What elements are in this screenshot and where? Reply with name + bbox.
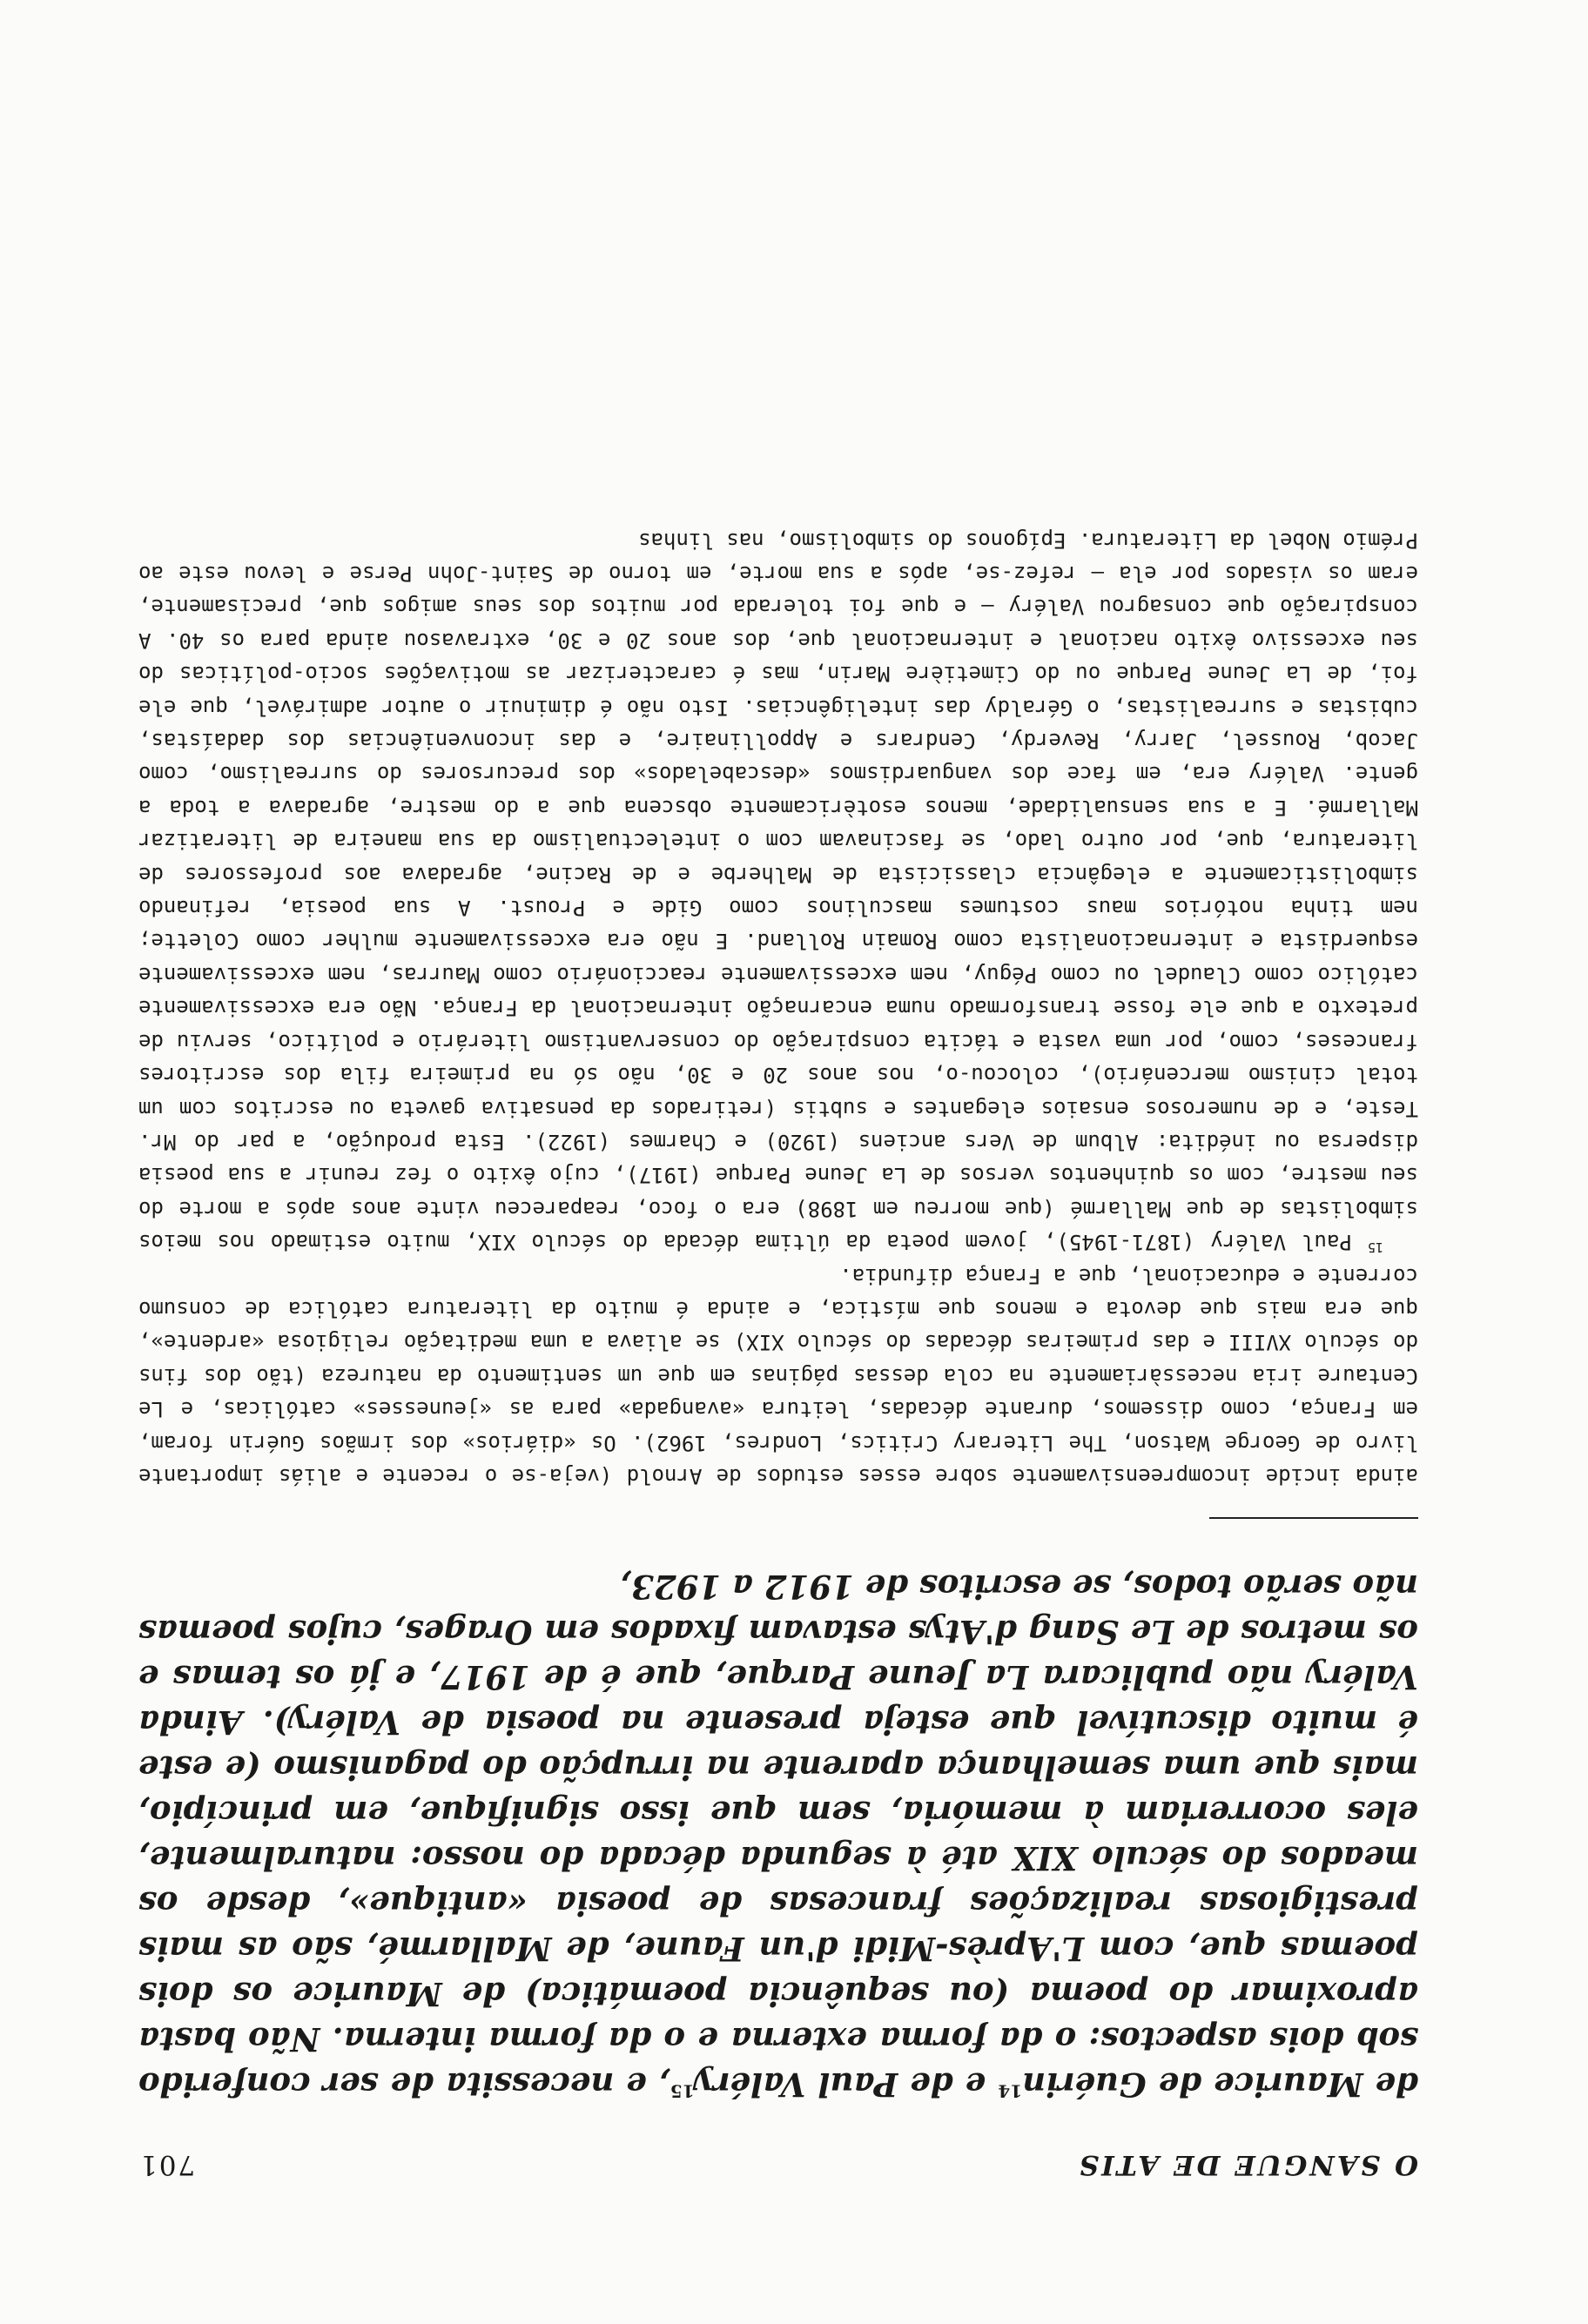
footnote-ref-14: 14 — [998, 2080, 1023, 2102]
footnote-15 — [138, 523, 1418, 1259]
main-text-part-3: , e necessita de ser conferido sob dois aspectos: o da forma externa e o da forma interna. Não basta aproximar do poema (ou sequência poemática) de Maurice os dois poemas que, com L'Après-Midi d'un Faune, de Mallarmé, são as mais prestigiosas realizações francesas de poesia «antique», desde os meados do século XIX até à segunda década do nosso: naturalmente, eles ocorreriam à memória, sem que isso signifique, em princípio, mais que uma semelhança aparente na irrupção do paganismo (e este é muito discutível que esteja presente na poesia de Valéry). Ainda Valéry não publicara La Jeune Parque, que é de 1917, e já os temas e os metros de Le Sang d'Atys estavam fixados em Orages, cujos poemas não serão todos, se escritos de 1912 a 1923, — [138, 1568, 1418, 2104]
page-body — [138, 523, 1418, 2180]
page-header — [138, 2149, 1418, 2180]
footnote-ref-15: 15 — [670, 2080, 695, 2102]
footnote-15-mark: 15 — [1367, 1239, 1383, 1256]
footnotes-block — [138, 523, 1418, 1493]
main-paragraph — [138, 1564, 1418, 2107]
page-number: 701 — [138, 2149, 196, 2180]
main-text-part-2: e de Paul Valéry — [694, 2065, 999, 2104]
footnote-15-text: Paul Valéry (1871-1945), jovem poeta da última década do século XIX, muito estimado nos meios simbolistas de que Mallarmé (que morreu em 1898) era o foco, reapareceu vinte anos após a morte do seu mestre, com os quinhentos versos de La Jeune Parque (1917), cujo êxito o fez reunir a sua poesia dispersa ou inédita: Album de Vers anciens (1920) e Charmes (1922). Esta produção, a par do Mr. Teste, e de numerosos ensaios elegantes e subtis (retirados da pensativa gaveta ou escritos com um total cinismo mercenário), colocou-o, nos anos 20 e 30, não só na primeira fila dos escritores franceses, como, por uma vasta e tácita conspiração do conservantismo literário e político, serviu de pretexto a que ele fosse transformado numa encarnação internacional da França. Não era excessivamente católico como Claudel ou como Péguy, nem excessivamente reaccionário como Maurras, nem excessivamente esquerdista e internacionalista como Romain Rolland. E não era excessivamente mulher como Colette; nem tinha notórios maus costumes masculinos como Gide e Proust. A sua poesia, refinando simbolisticamente a elegância classicista de Malherbe e de Racine, agradava aos professores de literatura, que, por outro lado, se fascinavam com o intelectualismo da sua maneira de literatizar Mallarmé. E a sua sensualidade, menos esotèricamente obscena que a do mestre, agradava a toda a gente. Valéry era, em face dos vanguardismos «descabelados» dos precursores do surrealismo, como Jacob, Roussel, Jarry, Reverdy, Cendrars e Appollinaire, e das inconveniências dos dadaístas, cubistas e surrealistas, o Géraldy das inteligências. Isto não é diminuir o autor admirável, que ele foi, de La Jeune Parque ou do Cimetière Marin, mas é caracterizar as motivações socio-políticas do seu excessivo êxito nacional e internacional que, dos anos 20 e 30, extravasou ainda para os 40. A conspiração que consagrou Valéry — e que foi tolerada por muitos dos seus amigos que, precisamente, eram os visados por ela — refez-se, após a sua morte, em torno de Saint-John Perse e levou este ao Prémio Nobel da Literatura. Epígonos do simbolismo, nas linhas — [138, 527, 1418, 1255]
running-title: O SANGUE DE ATIS — [1076, 2149, 1418, 2180]
footnote-separator-rule — [1209, 1517, 1418, 1519]
main-text-part-1: de Maurice de Guérin — [1022, 2065, 1418, 2104]
footnote-14-continuation: ainda incide incompreensivamente sobre esses estudos de Arnold (veja-se o recente e aliás importante livro de George Watson, The Literary Critics, Londres, 1962). Os «diários» dos irmãos Guérin foram, em França, como dissemos, durante décadas, leitura «avangada» para as «jeunesses» católicas, e Le Centaure iria necessàriamente na cola dessas páginas em que um sentimento da natureza (tão dos fins do século XVIII e das primeiras décadas do século XIX) se aliava a uma meditação religiosa «ardente», que era mais que devota e menos que mística, e ainda é muito da literatura católica de consumo corrente e educacional, que a França difundia. — [138, 1263, 1418, 1488]
